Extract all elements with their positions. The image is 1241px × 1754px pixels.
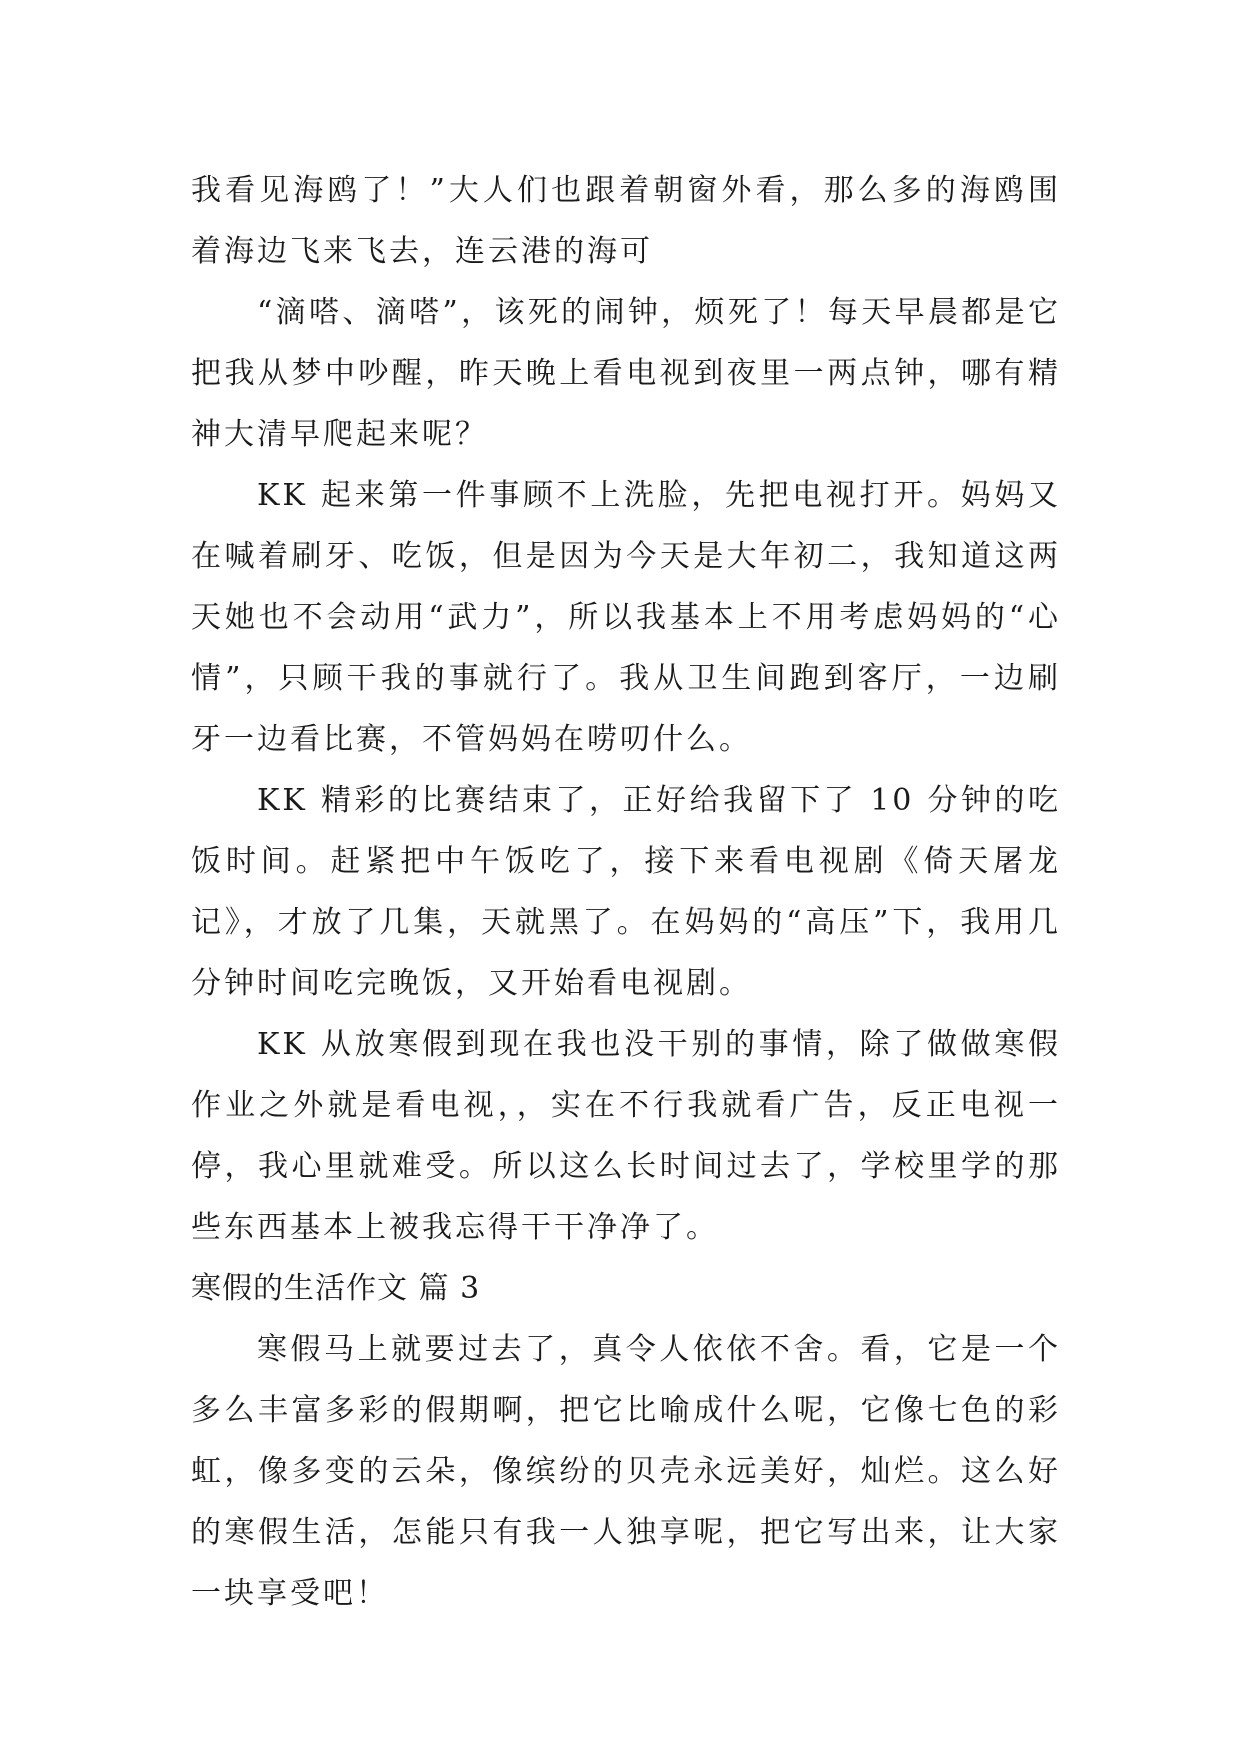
document-body [191,160,1061,1624]
paragraph-4: KK 精彩的比赛结束了，正好给我留下了 10 分钟的吃饭时间。赶紧把中午饭吃了，接下来看电视剧《倚天屠龙记》，才放了几集，天就黑了。在妈妈的“高压”下，我用几分钟时间吃完晚饭，又开始看电视剧。 [191,783,1061,1001]
paragraph-5: KK 从放寒假到现在我也没干别的事情，除了做做寒假作业之外就是看电视，，实在不行我就看广告，反正电视一停，我心里就难受。所以这么长时间过去了，学校里学的那些东西基本上被我忘得干干净净了。 [191,1027,1061,1245]
section-heading: 寒假的生活作文 篇 3 [191,1271,481,1306]
paragraph-6: 寒假马上就要过去了，真令人依依不舍。看，它是一个多么丰富多彩的假期啊，把它比喻成什么呢，它像七色的彩虹，像多变的云朵，像缤纷的贝壳永远美好，灿烂。这么好的寒假生活，怎能只有我一人独享呢，把它写出来，让大家一块享受吧！ [191,1332,1061,1611]
paragraph-2: “滴嗒、滴嗒”，该死的闹钟，烦死了！每天早晨都是它把我从梦中吵醒，昨天晚上看电视到夜里一两点钟，哪有精神大清早爬起来呢？ [191,295,1061,452]
paragraph-1: 我看见海鸥了！”大人们也跟着朝窗外看，那么多的海鸥围着海边飞来飞去，连云港的海可 [191,173,1061,269]
paragraph-3: KK 起来第一件事顾不上洗脸，先把电视打开。妈妈又在喊着刷牙、吃饭，但是因为今天是大年初二，我知道这两天她也不会动用“武力”，所以我基本上不用考虑妈妈的“心情”，只顾干我的事就行了。我从卫生间跑到客厅，一边刷牙一边看比赛，不管妈妈在唠叨什么。 [191,478,1061,757]
